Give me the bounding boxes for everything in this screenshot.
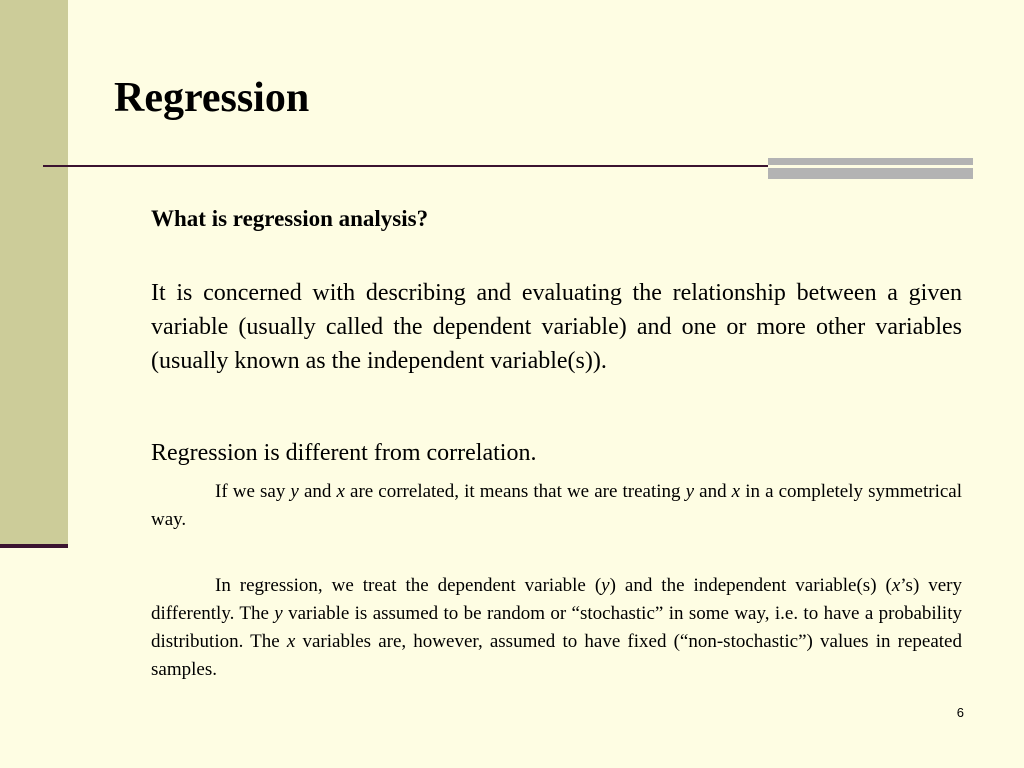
variable-x: x: [891, 575, 901, 596]
variable-x: x: [336, 481, 345, 502]
text-run: variable is assumed to be random or “stochastic” in some way, i.e. to have a probability distribution. The: [151, 603, 962, 652]
variable-y: y: [601, 575, 610, 596]
correlation-point: [151, 478, 962, 534]
text-run: ) and the independent variable(s) (: [609, 575, 892, 596]
side-bar-underline: [0, 544, 68, 548]
text-run: In regression, we treat the dependent variable (: [215, 575, 602, 596]
text-run: variables are, however, assumed to have fixed (“non-stochastic”) values in repeated samples.: [151, 631, 962, 680]
variable-y: y: [274, 603, 283, 624]
text-run: in a completely symmetrical way.: [151, 481, 963, 530]
text-run: are correlated, it means that we are treating: [344, 481, 686, 502]
variable-x: x: [731, 481, 741, 502]
variable-y: y: [290, 481, 299, 502]
title-rule-block: [768, 158, 973, 179]
question-heading: What is regression analysis?: [151, 206, 429, 231]
text-run: If we say: [215, 481, 291, 502]
slide-title: Regression: [114, 75, 310, 121]
side-bar-decoration: [0, 0, 68, 548]
page-number: 6: [956, 705, 964, 720]
regression-point: [151, 572, 962, 684]
difference-statement: Regression is different from correlation.: [151, 440, 537, 466]
slide-body: [151, 200, 962, 684]
variable-x: x: [286, 631, 296, 652]
text-run: ’s) very differently. The: [151, 575, 962, 624]
text-run: and: [694, 481, 732, 502]
title-rule-block-stripe: [768, 165, 973, 168]
variable-y: y: [685, 481, 695, 502]
definition-paragraph: It is concerned with describing and evaluating the relationship between a given variable (usually called the dependent variable) and one or more other variables (usually known as the independent variable(s)).: [151, 280, 962, 374]
text-run: and: [298, 481, 337, 502]
